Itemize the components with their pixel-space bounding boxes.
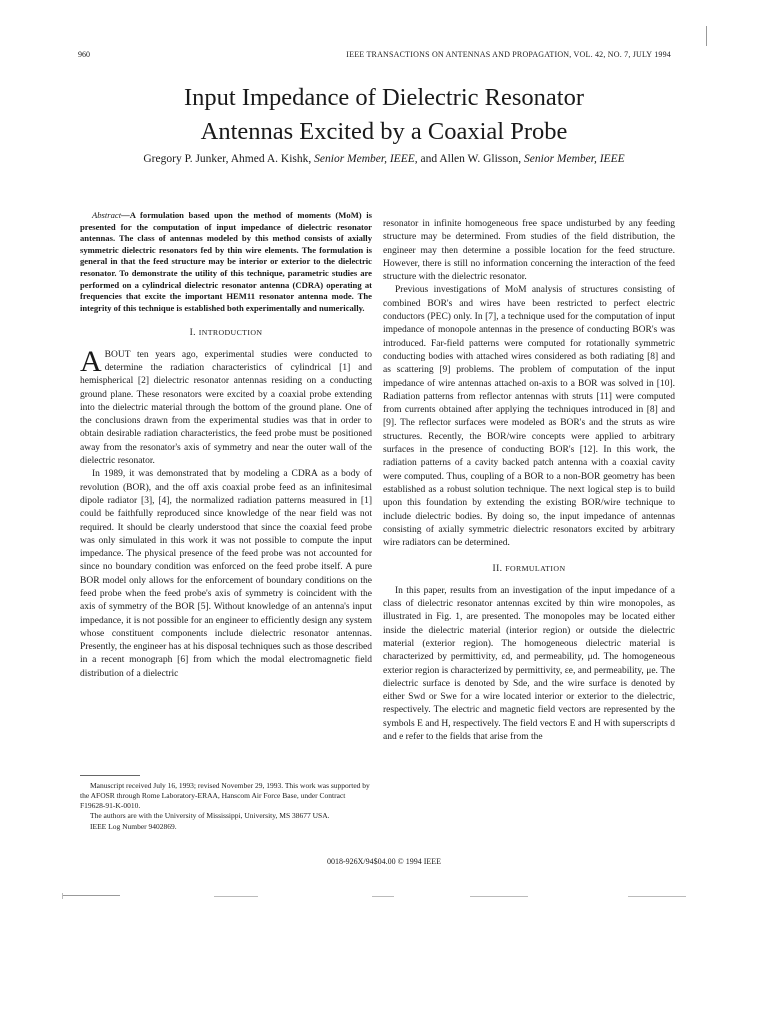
bottom-scan-tick xyxy=(62,893,63,899)
author-role-1: Senior Member, IEEE, xyxy=(314,153,418,165)
formulation-paragraph-1: In this paper, results from an investigation of the input impedance of a class of dielectric resonator antennas excited by thin wire monopoles, as illustrated in Fig. 1, are presented. The monopoles may be located either inside the dielectric material (interior region) or outside the dielectric material (exterior region). The homogeneous dielectric material is characterized by permittivity, εd, and permeability, μd. The homogeneous exterior region is characterized by permittivity, εe, and permeability, μe. The dielectric surface is denoted by Sde, and the wire surface is denoted by either Swd or Swe for a wire located interior or exterior to the dielectric, respectively. The electric and magnetic field vectors are represented by the symbols E and H, respectively. The field vectors E and H with superscripts d and e refer to the fields that arise from the xyxy=(383,585,675,742)
footnote-rule xyxy=(80,775,140,776)
author-names-2: and Allen W. Glisson, xyxy=(417,153,525,165)
left-column xyxy=(80,210,372,681)
right-paragraph-2: Previous investigations of MoM analysis of structures consisting of combined BOR's and wires have been restricted to perfect electric conductors (PEC) only. In [7], a technique used for the computation of input impedance of monopole antennas in the presence of conducting BOR's was introduced. Far-field patterns were computed for rotationally symmetric conducting bodies with attached wires considered as both radiating [8] and as scattering [9] problems. The problem of computation of the input impedance of wire antennas attached on-axis to a BOR was solved in [10]. Radiation patterns from reflector antennas with struts [11] were computed from currents obtained after applying the techniques introduced in [8] and [9]. The reflector surfaces were modeled as BOR's and the struts as wire structures. Recently, the BOR/wire concepts were applied to arbitrary surfaces in the presence of conducting BOR's [12]. In this work, the radiation patterns of a cavity backed patch antenna with a coaxial cavity were computed. Thus, coupling of a BOR to a non-BOR geometry has been established as a robust solution technique. The next logical step is to build upon this foundation by extending the existing BOR/wire technique to include dielectric bodies. By doing so, the input impedance of antennas consisting of axially symmetric dielectric resonators excited by arbitrary wire radiators can be determined. xyxy=(383,285,675,549)
page-number: 960 xyxy=(78,50,90,59)
footnote-log-number: IEEE Log Number 9402869. xyxy=(90,821,177,831)
bottom-scan-rule-3 xyxy=(372,896,394,897)
author-line xyxy=(0,153,768,165)
bottom-scan-rule-2 xyxy=(214,896,258,897)
paper-title-line-2: Antennas Excited by a Coaxial Probe xyxy=(200,118,568,145)
right-paragraph-1: resonator in infinite homogeneous free space undisturbed by any feeding structure may be determined. From studies of the field distribution, the engineer may then determine a possible location for the feed structure. However, there is still no information concerning the interaction of the feed structure with the dielectric resonator. xyxy=(383,219,675,283)
abstract-label: Abstract xyxy=(92,210,122,220)
copyright-line: 0018-926X/94$04.00 © 1994 IEEE xyxy=(326,857,442,866)
author-role-2: Senior Member, IEEE xyxy=(524,153,625,165)
author-names-1: Gregory P. Junker, Ahmed A. Kishk, xyxy=(143,153,315,165)
section-heading-introduction: I. INTRODUCTION xyxy=(189,328,263,339)
footnote-affiliation: The authors are with the University of Mississippi, University, MS 38677 USA. xyxy=(90,811,330,821)
scan-mark xyxy=(706,26,707,46)
section-heading-formulation: II. FORMULATION xyxy=(492,564,566,575)
bottom-scan-rule-1 xyxy=(62,895,120,896)
footnote xyxy=(80,781,372,832)
paper-title-line-1: Input Impedance of Dielectric Resonator xyxy=(183,84,584,111)
right-column xyxy=(383,218,675,744)
intro-paragraph-2: In 1989, it was demonstrated that by modeling a CDRA as a body of revolution (BOR), and the off axis coaxial probe feed as an infinitesimal dipole radiator [3], [4], the normalized radiation patterns measured in [1] could be faithfully reproduced since knowledge of the near field was not required. It should be clearly understood that since the coaxial feed probe was only simulated in this work it was not possible to compute the input impedance. The physical presence of the feed probe was not accounted for since no boundary condition was enforced on the feed probe itself. A pure BOR model only allows for the enforcement of boundary conditions on the feed probe when the feed probe's axis of symmetry is coincident with the axis of symmetry of the BOR [5]. Without knowledge of an antenna's input impedance, it is not possible for an engineer to efficiently design any system whose constituent components include dielectric resonator antennas. Presently, the engineer has at his disposal techniques such as those described in a recent monograph [6] from which the modal electromagnetic field distribution of a dielectric xyxy=(80,469,372,679)
journal-header: IEEE TRANSACTIONS ON ANTENNAS AND PROPAGATION, VOL. 42, NO. 7, JULY 1994 xyxy=(346,50,671,59)
bottom-scan-rule-5 xyxy=(628,896,686,897)
abstract-text: —A formulation based upon the method of moments (MoM) is presented for the computation of input impedance of dielectric resonator antennas. The class of antennas modeled by this method consists of axially symmetric dielectric resonators fed by thin wire elements. The formulation is general in that the feed structure may be interior or exterior to the dielectric resonator. To demonstrate the utility of this technique, parametric studies are performed on a cylindrical dielectric resonator antenna (CDRA) operating at frequencies that excite the important HEM11 resonator antenna mode. The integrity of this technique is established both experimentally and numerically. xyxy=(80,210,372,313)
abstract xyxy=(80,210,372,314)
drop-cap: A xyxy=(80,344,102,378)
intro-paragraph-1: ABOUT ten years ago, experimental studies were conducted to determine the radiation characteristics of cylindrical [1] and hemispherical [2] dielectric resonator antennas residing on a conducting ground plane. These resonators were excited by a coaxial probe extending into the dielectric material through the bottom of the ground plane. One of the conclusions drawn from the experimental studies was that in order to obtain desirable radiation characteristics, the feed probe must be positioned away from the resonator's axis of symmetry and near the outer wall of the dielectric resonator. xyxy=(80,344,372,467)
bottom-scan-rule-4 xyxy=(470,896,528,897)
footnote-manuscript: Manuscript received July 16, 1993; revised November 29, 1993. This work was supported by the AFOSR through Rome Laboratory-ERAA, Hanscom Air Force Base, under Contract F19628-91-K-0010. xyxy=(80,781,370,811)
